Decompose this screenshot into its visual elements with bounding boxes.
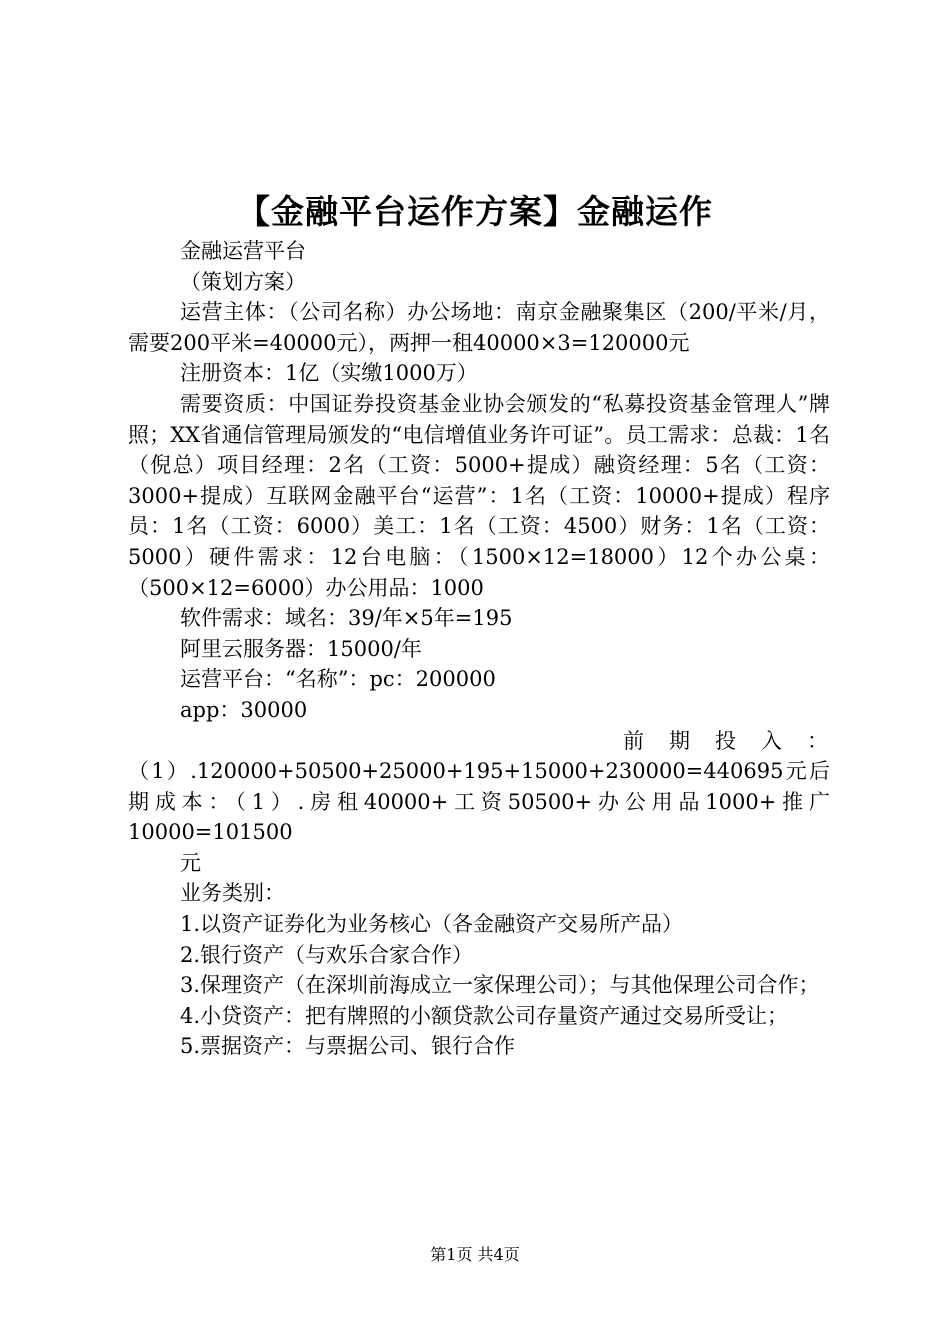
document-body xyxy=(128,236,830,1062)
paragraph: 注册资本：1亿（实缴1000万） xyxy=(180,361,478,386)
paragraph: （1）.120000+50500+25000+195+15000+230000=440695元后期成本：（1）.房租40000+工资50500+办公用品1000+推广10000=101500 xyxy=(128,759,830,845)
paragraph: 软件需求：域名：39/年×5年=195 xyxy=(180,606,513,631)
list-item: 5.票据资产：与票据公司、银行合作 xyxy=(180,1034,516,1059)
list-item: 4.小贷资产：把有牌照的小额贷款公司存量资产通过交易所受让； xyxy=(180,1003,789,1028)
paragraph: 业务类别： xyxy=(180,881,285,906)
paragraph: 前 期 投 入 ： xyxy=(623,728,830,753)
list-item: 3.保理资产（在深圳前海成立一家保理公司）；与其他保理公司合作； xyxy=(180,973,820,998)
paragraph: 运营主体：（公司名称）办公场地：南京金融聚集区（200/平米/月，需要200平米=40000元），两押一租40000×3=120000元 xyxy=(128,300,830,355)
paragraph: app：30000 xyxy=(180,697,308,722)
paragraph: 阿里云服务器：15000/年 xyxy=(180,636,422,661)
paragraph: 元 xyxy=(180,850,201,875)
list-item: 2.银行资产（与欢乐合家合作） xyxy=(180,942,474,967)
document-title: 【金融平台运作方案】金融运作 xyxy=(237,192,713,231)
list-item: 1.以资产证券化为业务核心（各金融资产交易所产品） xyxy=(180,912,684,937)
paragraph: 运营平台：“名称”：pc：200000 xyxy=(180,667,496,692)
paragraph: （策划方案） xyxy=(180,269,306,294)
page-footer: 第1页 共4页 xyxy=(430,1245,520,1264)
paragraph: 需要资质：中国证券投资基金业协会颁发的“私募投资基金管理人”牌照；XX省通信管理局颁发的“电信增值业务许可证”。员工需求：总裁：1名（倪总）项目经理：2名（工资：5000+提成）融资经理：5名（工资：3000+提成）互联网金融平台“运营”：1名（工资：10000+提成）程序员：1名（工资：6000）美工：1名（工资：4500）财务：1名（工资：5000）硬件需求：12台电脑：（1500×12=18000）12个办公桌：（500×12=6000）办公用品：1000 xyxy=(128,391,830,600)
paragraph: 金融运营平台 xyxy=(180,239,306,263)
